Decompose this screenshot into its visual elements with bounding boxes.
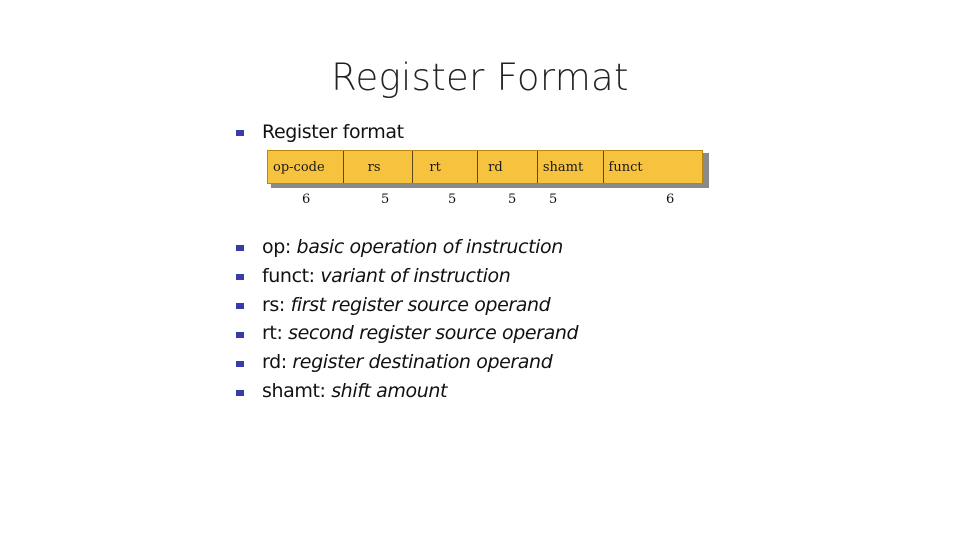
bullet-icon <box>236 245 244 251</box>
bits-opcode: 6 <box>302 192 311 207</box>
definition-rs <box>262 294 550 316</box>
section-heading: Register format <box>262 121 404 143</box>
bits-shamt: 5 <box>549 192 558 207</box>
bullet-icon <box>236 332 244 338</box>
definition-op <box>262 236 563 258</box>
register-format-diagram <box>267 150 707 187</box>
definition-funct <box>262 265 510 287</box>
bits-rd: 5 <box>508 192 517 207</box>
term: rs: <box>262 294 285 316</box>
bullet-icon <box>236 303 244 309</box>
field-opcode: op-code <box>268 151 344 183</box>
term: shamt: <box>262 380 326 402</box>
bits-rs: 5 <box>381 192 390 207</box>
term: funct: <box>262 265 315 287</box>
register-fields-row <box>267 150 703 184</box>
bullet-icon <box>236 274 244 280</box>
bullet-icon <box>236 361 244 367</box>
description: variant of instruction <box>320 265 511 287</box>
slide-title: Register Format <box>331 56 629 99</box>
description: basic operation of instruction <box>296 236 563 258</box>
field-rs: rs <box>344 151 414 183</box>
description: shift amount <box>331 380 448 402</box>
description: register destination operand <box>292 351 553 373</box>
field-rt: rt <box>413 151 478 183</box>
definition-rt <box>262 322 578 344</box>
description: second register source operand <box>288 322 579 344</box>
term: rt: <box>262 322 283 344</box>
bits-funct: 6 <box>666 192 675 207</box>
field-shamt: shamt <box>538 151 604 183</box>
field-rd: rd <box>478 151 538 183</box>
term: rd: <box>262 351 287 373</box>
bullet-icon <box>236 390 244 396</box>
description: first register source operand <box>290 294 551 316</box>
bullet-icon <box>236 130 244 136</box>
field-funct: funct <box>608 160 643 175</box>
term: op: <box>262 236 291 258</box>
bits-rt: 5 <box>448 192 457 207</box>
definition-shamt <box>262 380 447 402</box>
definition-rd <box>262 351 552 373</box>
